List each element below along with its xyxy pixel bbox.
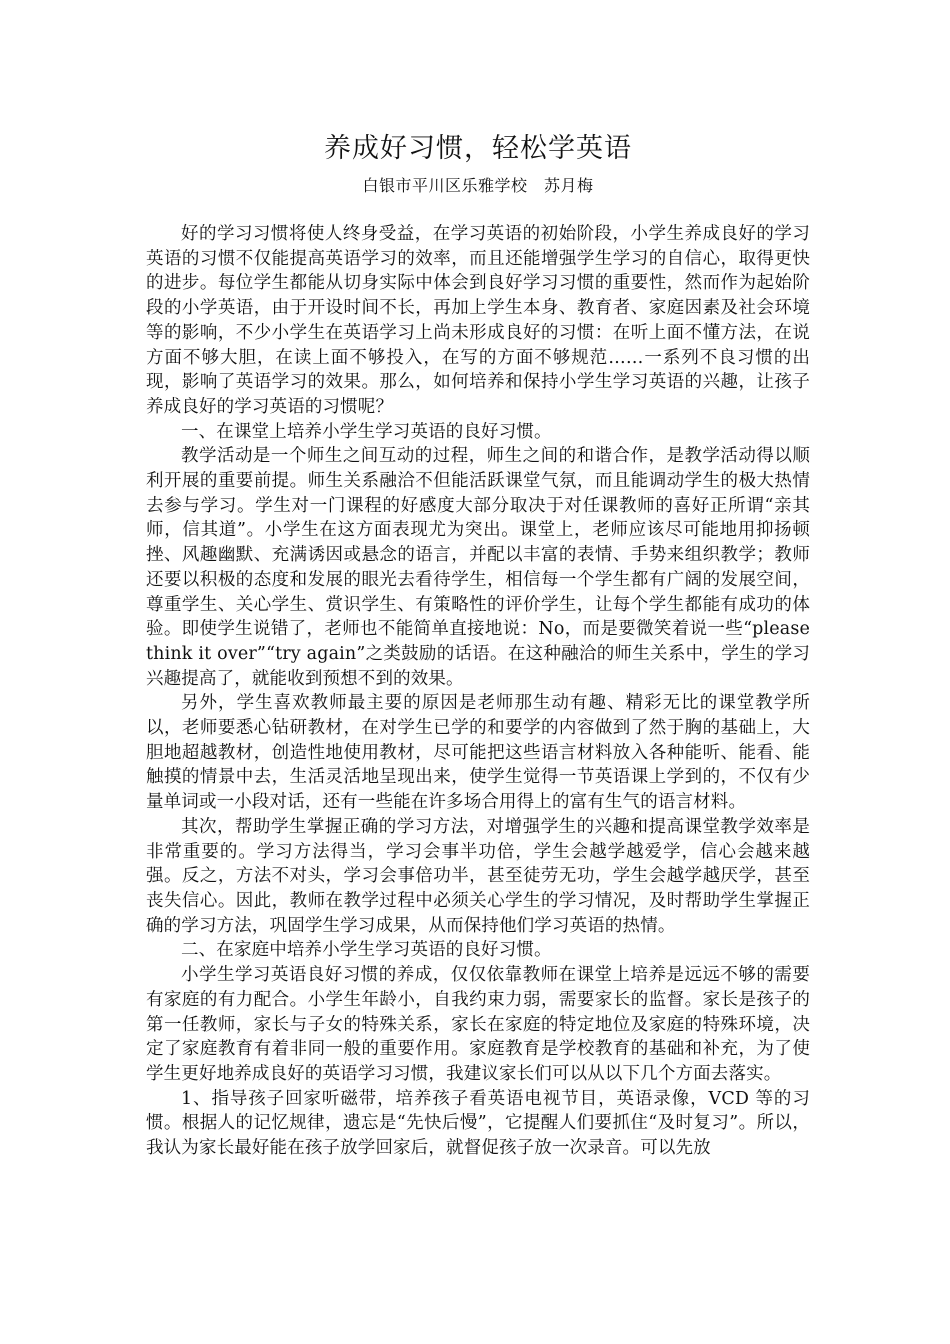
- paragraph-learning-method: 其次，帮助学生掌握正确的学习方法，对增强学生的兴趣和提高课堂教学效率是非常重要的。学习方法得当，学习会事半功倍，学生会越学越爱学，信心会越来越强。反之，方法不对头，学习会事倍功半，甚至徒劳无功，学生会越学越厌学，甚至丧失信心。因此，教师在教学过程中必须关心学生的学习情况，及时帮助学生掌握正确的学习方法，巩固学生学习成果，从而保持他们学习英语的热情。: [146, 816, 810, 936]
- paragraph-family-role: 小学生学习英语良好习惯的养成，仅仅依靠教师在课堂上培养是远远不够的需要有家庭的有力配合。小学生年龄小，自我约束力弱，需要家长的监督。家长是孩子的第一任教师，家长与子女的特殊关系，家长在家庭的特定地位及家庭的特殊环境，决定了家庭教育有着非同一般的重要作用。家庭教育是学校教育的基础和补充，为了使学生更好地养成良好的英语学习习惯，我建议家长们可以从以下几个方面去落实。: [146, 965, 810, 1084]
- section-heading-classroom: 一、在课堂上培养小学生学习英语的良好习惯。: [181, 421, 552, 442]
- paragraph-teaching-material: 另外，学生喜欢教师最主要的原因是老师那生动有趣、精彩无比的课堂教学所以，老师要悉心钻研教材，在对学生已学的和要学的内容做到了然于胸的基础上，大胆地超越教材，创造性地使用教材，尽可能把这些语言材料放入各种能听、能看、能触摸的情景中去，生活灵活地呈现出来，使学生觉得一节英语课上学到的，不仅有少量单词或一小段对话，还有一些能在许多场合用得上的富有生气的语言材料。: [146, 693, 810, 813]
- paragraph-teacher-student: 教学活动是一个师生之间互动的过程，师生之间的和谐合作，是教学活动得以顺利开展的重要前提。师生关系融洽不但能活跃课堂气氛，而且能调动学生的极大热情去参与学习。学生对一门课程的好感度大部分取决于对任课教师的喜好正所谓“亲其师，信其道”。小学生在这方面表现尤为突出。课堂上，老师应该尽可能地用抑扬顿挫、风趣幽默、充满诱因或悬念的语言，并配以丰富的表情、手势来组织教学；教师还要以积极的态度和发展的眼光去看待学生，相信每一个学生都有广阔的发展空间，尊重学生、关心学生、赏识学生、有策略性的评价学生，让每个学生都能有成功的体验。即使学生说错了，老师也不能简单直接地说：No，而是要微笑着说一些“please think it over”“try again”之类鼓励的话语。在这种融洽的师生关系中，学生的学习兴趣提高了，就能收到预想不到的效果。: [146, 446, 810, 689]
- document-body: [146, 222, 810, 1161]
- paragraph-listening-habit: 1、指导孩子回家听磁带，培养孩子看英语电视节目，英语录像，VCD 等的习惯。根据人的记忆规律，遗忘是“先快后慢”，它提醒人们要抓住“及时复习”。所以，我认为家长最好能在孩子放学回家后，就督促孩子放一次录音。可以先放: [146, 1088, 810, 1159]
- document-page: [146, 0, 810, 1161]
- document-author: 白银市平川区乐雅学校 苏月梅: [362, 176, 594, 195]
- section-heading-family: 二、在家庭中培养小学生学习英语的良好习惯。: [181, 940, 552, 961]
- paragraph-intro: 好的学习习惯将使人终身受益，在学习英语的初始阶段，小学生养成良好的学习英语的习惯不仅能提高英语学习的效率，而且还能增强学生学习的自信心，取得更快的进步。每位学生都能从切身实际中体会到良好学习习惯的重要性，然而作为起始阶段的小学英语，由于开设时间不长，再加上学生本身、教育者、家庭因素及社会环境等的影响，不少小学生在英语学习上尚未形成良好的习惯：在听上面不懂方法，在说方面不够大胆，在读上面不够投入，在写的方面不够规范……一系列不良习惯的出现，影响了英语学习的效果。那么，如何培养和保持小学生学习英语的兴趣，让孩子养成良好的学习英语的习惯呢？: [146, 224, 810, 417]
- document-title: 养成好习惯，轻松学英语: [324, 133, 632, 164]
